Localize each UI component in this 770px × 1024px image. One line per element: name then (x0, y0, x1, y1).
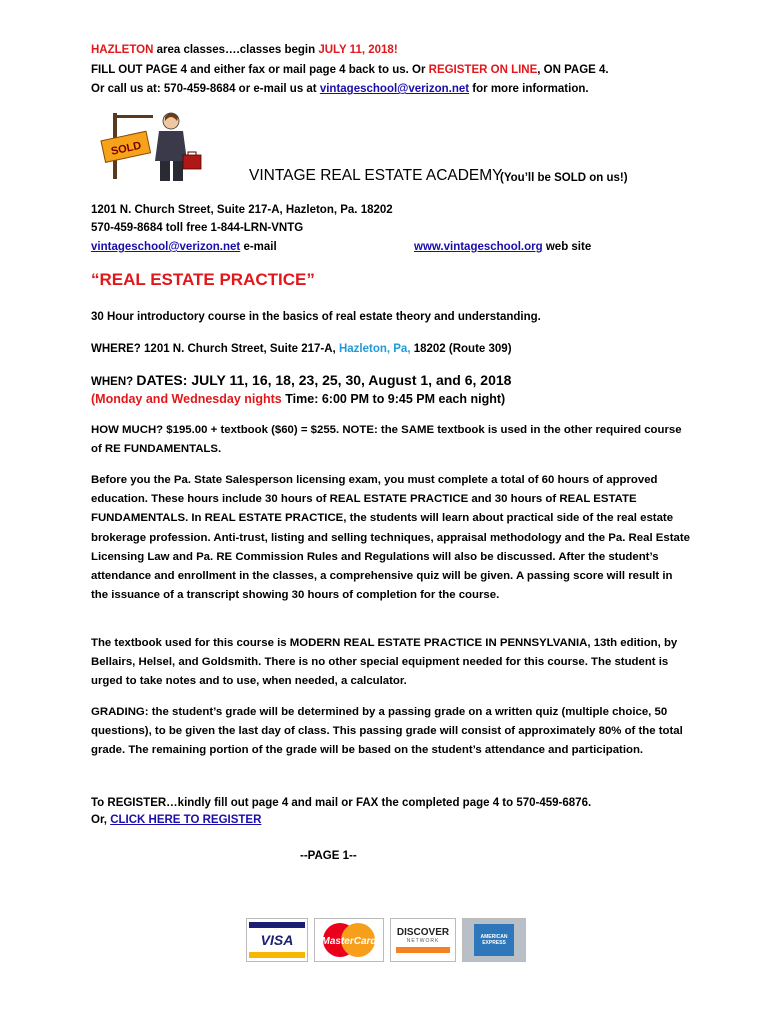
academy-email-link[interactable]: vintageschool@verizon.net (91, 241, 241, 253)
logo-sign-text: SOLD (109, 139, 143, 158)
page-number: --PAGE 1-- (300, 850, 357, 862)
when-label: WHEN? (91, 376, 137, 388)
header-start-date: JULY 11, 2018! (318, 44, 398, 56)
discover-card-icon: DISCOVER NETWORK (390, 918, 456, 962)
register-row: Or, CLICK HERE TO REGISTER (91, 814, 262, 826)
course-description: Before you the Pa. State Salesperson licensing exam, you must complete a total of 60 hours of approved education. These hours include 30 hours of REAL ESTATE PRACTICE and 30 hours of REAL ESTATE FUNDAMENTALS. In REAL ESTATE PRACTICE, the students will learn about practical side of the real estate brokerage profession. Anti-trust, listing and selling techniques, appraisal methodology and the Pa. Real Estate Licensing Law and Pa. RE Commission Rules and Regulations will also be discussed. After the student’s attendance and enrollment in the classes, a comprehensive quiz will be given. A passing score will result in the issuance of a transcript showing 30 hours of completion for the course. (91, 474, 690, 602)
course-where: WHERE? 1201 N. Church Street, Suite 217-A, Hazleton, Pa, 18202 (Route 309) (91, 343, 512, 355)
header-line-1: HAZLETON area classes….classes begin JULY 11, 2018! (91, 44, 398, 56)
course-price: HOW MUCH? $195.00 + textbook ($60) = $255. NOTE: the SAME textbook is used in the other required course of RE FUNDAMENTALS. (91, 424, 682, 456)
register-instructions: To REGISTER…kindly fill out page 4 and mail or FAX the completed page 4 to 570-459-6876. (91, 797, 592, 809)
course-title: “REAL ESTATE PRACTICE” (91, 270, 315, 289)
academy-name: VINTAGE REAL ESTATE ACADEMY (249, 167, 503, 184)
course-when (91, 372, 511, 390)
course-dates: DATES: JULY 11, 16, 18, 23, 25, 30, August 1, and 6, 2018 (136, 372, 512, 388)
academy-website-link[interactable]: www.vintageschool.org (414, 241, 543, 253)
course-nights: (Monday and Wednesday nights (91, 392, 282, 406)
academy-phone: 570-459-8684 toll free 1-844-LRN-VNTG (91, 222, 304, 234)
header-email-link[interactable]: vintageschool@verizon.net (319, 83, 470, 95)
course-intro: 30 Hour introductory course in the basics of real estate theory and understanding. (91, 311, 541, 323)
course-time: (Monday and Wednesday nights Time: 6:00 PM to 9:45 PM each night) (91, 392, 506, 406)
academy-email-row: vintageschool@verizon.net e-mail (91, 241, 277, 253)
where-city: Hazleton, Pa, (338, 343, 411, 355)
header-line-3: Or call us at: 570-459-8684 or e-mail us at vintageschool@verizon.net for more information. (91, 83, 589, 95)
header-city: HAZLETON (91, 44, 154, 56)
register-online-text: REGISTER ON LINE (428, 64, 538, 76)
course-grading: GRADING: the student’s grade will be determined by a passing grade on a written quiz (multiple choice, 50 questions), to be given the last day of class. This passing grade will consist of approximately 80% of the total grade. The remaining portion of the grade will be based on the student’s attendance and participation. (91, 706, 683, 757)
svg-text:MasterCard: MasterCard (321, 936, 377, 947)
mastercard-icon (314, 918, 384, 962)
academy-website-row: www.vintageschool.org web site (414, 241, 592, 253)
realtor-sold-sign-logo (95, 103, 215, 185)
register-link[interactable]: CLICK HERE TO REGISTER (110, 814, 262, 826)
course-textbook: The textbook used for this course is MODERN REAL ESTATE PRACTICE IN PENNSYLVANIA, 13th edition, by Bellairs, Helsel, and Goldsmith. There is no other special equipment needed for this course. The student is urged to take notes and to use, when needed, a calculator. (91, 637, 678, 688)
amex-card-icon: AMERICAN EXPRESS (462, 918, 526, 962)
academy-address: 1201 N. Church Street, Suite 217-A, Hazleton, Pa. 18202 (91, 204, 393, 216)
visa-card-icon: VISA (246, 918, 308, 962)
academy-tagline: (You’ll be SOLD on us!) (500, 172, 628, 184)
discover-stripe (396, 947, 450, 953)
header-line-2: FILL OUT PAGE 4 and either fax or mail page 4 back to us. Or REGISTER ON LINE, ON PAGE 4. (91, 64, 609, 76)
